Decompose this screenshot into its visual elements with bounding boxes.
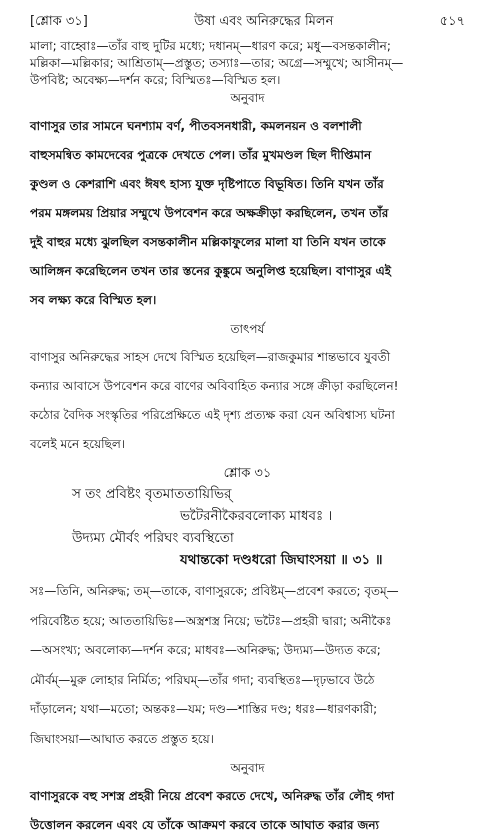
gloss-line: সঃ—তিনি, অনিরুদ্ধ; তম্—তাকে, বাণাসুরকে; প্রবিষ্টম্—প্রবেশ করতে; বৃতম্— — [30, 584, 399, 598]
word-meanings-top — [30, 38, 465, 89]
translation-line: বাণাসুর তার সামনে ঘনশ্যাম বর্ণ, পীতবসনধারী, কমলনয়ন ও বলশালী — [30, 119, 362, 133]
gloss-line: মৌর্বম্—মুরু লোহার নির্মিত; পরিঘম্—তাঁর গদা; ব্যবস্থিতঃ—দৃঢ়ভাবে উঠে — [30, 672, 375, 687]
purport-line: কঠোর বৈদিক সংস্কৃতির পরিপ্রেক্ষিতে এই দৃশ্য প্রত্যক্ষ করা যেন অবিশ্বাস্য ঘটনা — [30, 408, 395, 422]
purport-line: বলেই মনে হয়েছিল। — [30, 437, 126, 451]
gloss-line: উপবিষ্ট; অবেক্ষ্য—দর্শন করে; বিস্মিতঃ—বিস্মিত হল। — [30, 73, 281, 87]
translation-line: সব লক্ষ্য করে বিস্মিত হল। — [30, 293, 157, 307]
translation-line: কুণ্ডল ও কেশরাশি এবং ঈষৎ হাস্য যুক্ত দৃষ্টিপাতে বিভূষিত। তিনি যখন তাঁর — [30, 177, 384, 191]
gloss-line: —অসংখ্য; অবলোক্য—দর্শন করে; মাধবঃ—অনিরুদ্ধ; উদ্যম্য—উদ্যত করে; — [30, 643, 381, 657]
verse-line: উদ্যম্য মৌর্বং পরিঘং ব্যবস্থিতো — [72, 530, 234, 546]
translation-heading: অনুবাদ — [230, 91, 265, 105]
page-header — [30, 0, 465, 38]
header-verse-ref: [শ্লোক ৩১] — [30, 14, 88, 29]
translation-line: বাণাসুরকে বহু সশস্ত্র প্রহরী নিয়ে প্রবেশ করতে দেখে, অনিরুদ্ধ তাঁর লৌহ গদা — [30, 789, 395, 803]
purport-line: কন্যার আবাসে উপবেশন করে বাণের অবিবাহিত কন্যার সঙ্গে ক্রীড়া করছিলেন! — [30, 379, 399, 393]
translation-line: বাহুসমন্বিত কামদেবের পুত্রকে দেখতে পেল। তাঁর মুখমণ্ডল ছিল দীপ্তিমান — [30, 148, 372, 162]
header-page-number: ৫১৭ — [439, 14, 465, 29]
translation-text — [30, 118, 465, 309]
translation-text — [30, 788, 465, 834]
translation-line: উত্তোলন করলেন এবং যে তাঁকে আক্রমণ করবে তাকে আঘাত করার জন্য — [30, 818, 379, 832]
gloss-line: জিঘাংসয়া—আঘাত করতে প্রস্তুত হয়ে। — [30, 731, 214, 746]
header-chapter-title: উষা এবং অনিরুদ্ধের মিলন — [194, 14, 334, 29]
translation-line: আলিঙ্গন করেছিলেন তখন তার স্তনের কুঙ্কুমে অনুলিপ্ত হয়েছিল। বাণাসুর এই — [30, 264, 391, 278]
word-meanings — [30, 583, 465, 748]
translation-line: পরম মঙ্গলময় প্রিয়ার সম্মুখে উপবেশন করে অক্ষক্রীড়া করছিলেন, তখন তাঁর — [30, 206, 389, 220]
purport-text — [30, 349, 465, 453]
purport-line: বাণাসুর অনিরুদ্ধের সাহস দেখে বিস্মিত হয়েছিল—রাজকুমার শান্তভাবে যুবতী — [30, 350, 391, 364]
verse-line: স তং প্রবিষ্টং বৃতমাততায়িভির্ — [72, 486, 232, 502]
gloss-line: পরিবেষ্টিত হয়ে; আততায়িভিঃ—অস্ত্রশস্ত্র নিয়ে; ভটৈঃ—প্রহরী দ্বারা; অনীকৈঃ — [30, 613, 392, 628]
purport-heading: তাৎপর্য — [230, 322, 265, 336]
gloss-line: মল্লিকা—মল্লিকার; আশ্রিতাম্—প্রস্তুত; তস্যাঃ—তার; অগ্রে—সম্মুখে; আসীনম্— — [30, 56, 404, 70]
translation-heading: অনুবাদ — [230, 761, 265, 775]
translation-line: দুই বাহুর মধ্যে ঝুলছিল বসন্তকালীন মল্লিকাফুলের মালা যা তিনি যখন তাকে — [30, 235, 386, 249]
verse-title: শ্লোক ৩১ — [223, 466, 272, 481]
sanskrit-verse — [30, 483, 465, 571]
gloss-line: দাঁড়ালেন; যথা—মতো; অন্তকঃ—যম; দণ্ড—শাস্তির দণ্ড; ধরঃ—ধারণকারী; — [30, 702, 378, 716]
gloss-line: মালা; বাহ্বোঃ—তাঁর বাহু দুটির মধ্যে; দধানম্—ধারণ করে; মধু—বসন্তকালীন; — [30, 39, 391, 53]
verse-line: যথান্তকো দণ্ডধরো জিঘাংসয়া ॥ ৩১ ॥ — [180, 552, 383, 568]
verse-line: ভটৈরনীকৈরবলোক্য মাধবঃ । — [180, 508, 333, 524]
